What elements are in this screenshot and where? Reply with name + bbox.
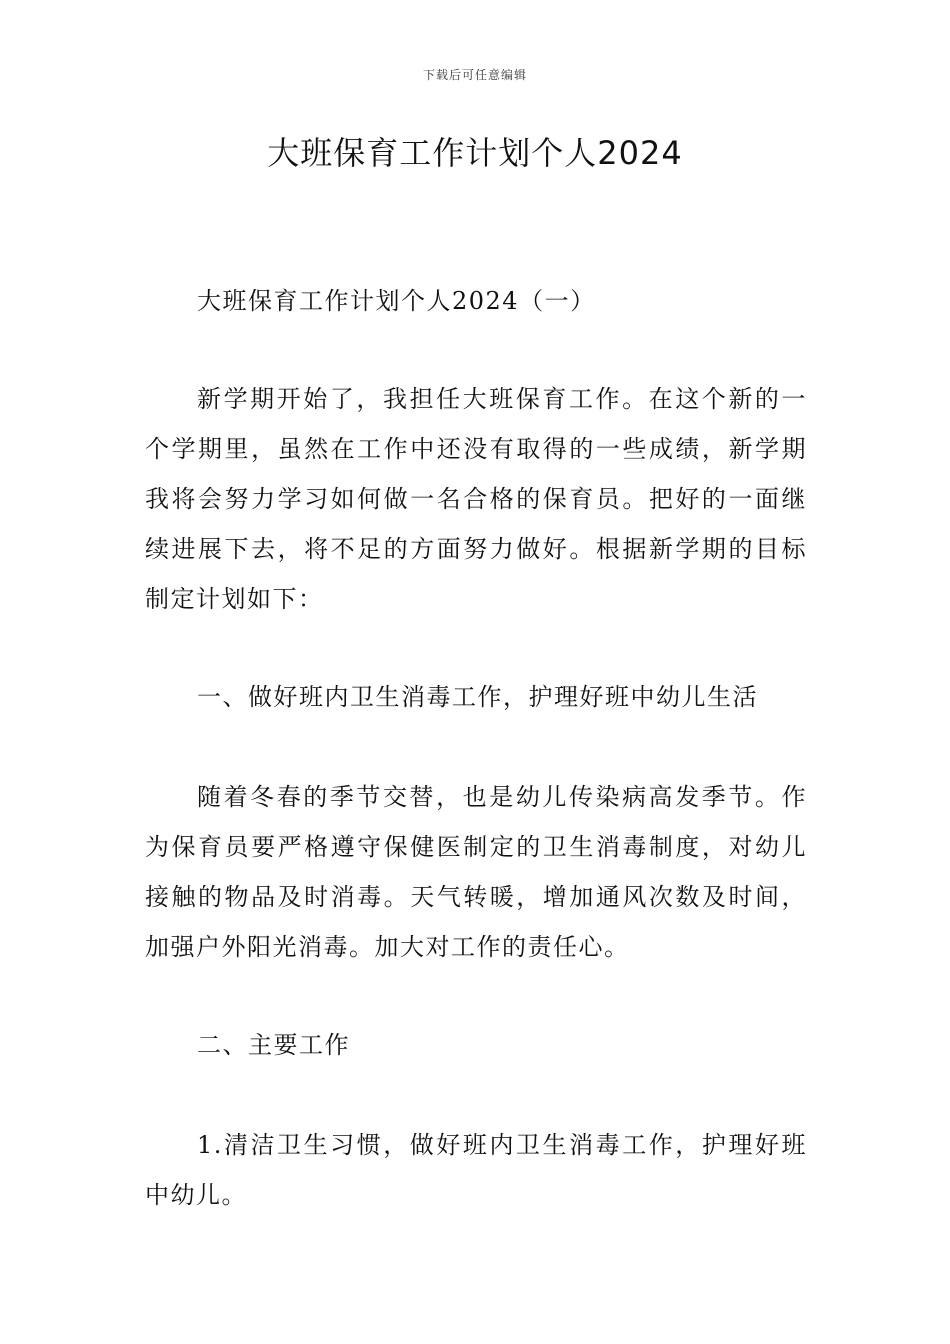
header-note: 下载后可任意编辑 — [422, 68, 527, 82]
intro-paragraph: 新学期开始了，我担任大班保育工作。在这个新的一个学期里，虽然在工作中还没有取得的一些成绩，新学期我将会努力学习如何做一名合格的保育员。把好的一面继续进展下去，将不足的方面努力做好。根据新学期的目标制定计划如下： — [145, 385, 807, 613]
document-subtitle: 大班保育工作计划个人2024（一） — [197, 287, 596, 315]
document-title: 大班保育工作计划个人2024 — [267, 134, 683, 172]
list-item-1: 1.清洁卫生习惯，做好班内卫生消毒工作，护理好班中幼儿。 — [145, 1131, 807, 1209]
section1-heading: 一、做好班内卫生消毒工作，护理好班中幼儿生活 — [197, 683, 758, 711]
section1-paragraph: 随着冬春的季节交替，也是幼儿传染病高发季节。作为保育员要严格遵守保健医制定的卫生消毒制度，对幼儿接触的物品及时消毒。天气转暖，增加通风次数及时间，加强户外阳光消毒。加大对工作的责任心。 — [145, 783, 807, 961]
section2-heading: 二、主要工作 — [197, 1031, 350, 1059]
